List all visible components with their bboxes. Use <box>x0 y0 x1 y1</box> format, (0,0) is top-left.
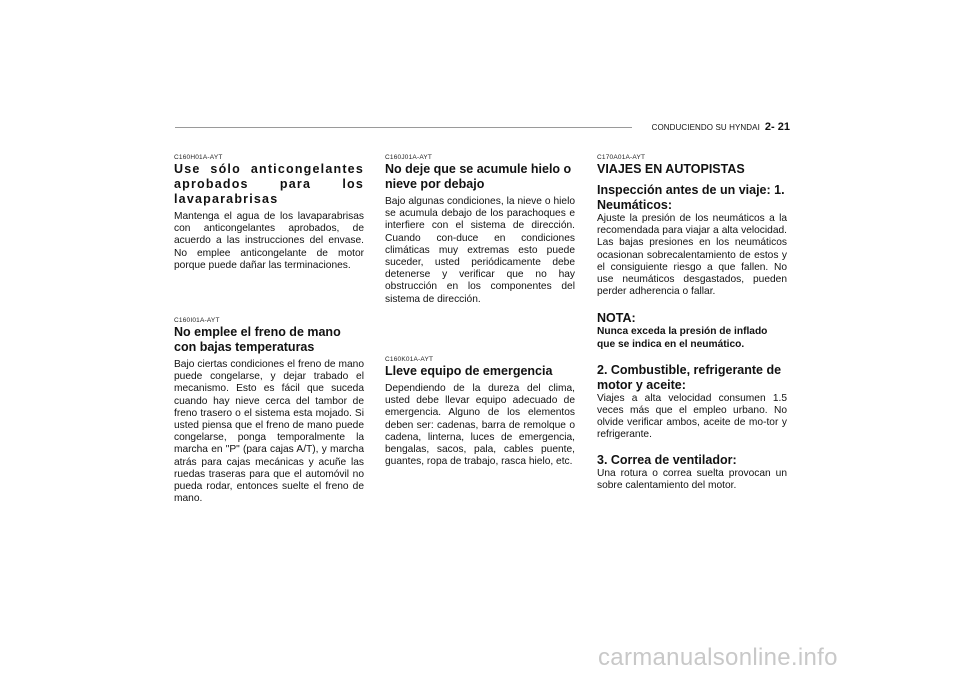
subsection-title-tires: Inspección antes de un viaje: 1. Neumáticos: <box>597 183 785 212</box>
section-title-parking-brake: No emplee el freno de mano con bajas temperaturas <box>174 325 341 354</box>
section-title-ice-snow: No deje que se acumule hielo o nieve por debajo <box>385 162 572 191</box>
section-body-antifreeze: Mantenga el agua de los lavaparabrisas con anticongelantes aprobados, de acuerdo a las instrucciones del envase. No emplee anticongelante de motor porque puede dañar las terminaciones. <box>174 211 364 271</box>
section-code: C160K01A-AYT <box>385 356 434 363</box>
subsection-body-fan-belt: Una rotura o correa suelta provocan un sobre calentamiento del motor. <box>597 467 787 491</box>
section-code: C160H01A-AYT <box>174 154 223 161</box>
section-parking-brake <box>174 317 364 505</box>
section-body-emergency-equipment: Dependiendo de la dureza del clima, usted debe llevar equipo adecuado de emergencia. Alguno de los elementos deben ser: cadenas, barra de remolque o cadena, linterna, luces de emergencia, bengalas, sacos, pala, cables puente, guantes, ropa de trabajo, rasca hielo, etc. <box>385 383 575 468</box>
subsection-title-fluids: 2. Combustible, refrigerante de motor y aceite: <box>597 362 782 392</box>
section-title-highway-travel: VIAJES EN AUTOPISTAS <box>597 162 745 176</box>
subsection-title-fan-belt: 3. Correa de ventilador: <box>597 452 737 467</box>
note-heading: NOTA: <box>597 311 636 326</box>
section-antifreeze <box>174 154 364 272</box>
section-ice-snow <box>385 154 575 306</box>
section-body-parking-brake: Bajo ciertas condiciones el freno de mano puede congelarse, y dejar trabado el mecanismo. Esto es fácil que suceda cuando hay nieve cerca del tambor de freno trasero o el sistema esta mojado. Si usted piensa que el freno de mano puede congelarse, ponga temporalmente la marcha en "P" (para cajas A/T), y marcha atrás para cajas mecánicas y acuñe las ruedas traseras para que el automóvil no pueda rodar, entonces suelte el freno de mano. <box>174 359 364 505</box>
watermark: carmanualsonline.info <box>598 644 838 671</box>
section-code: C170A01A-AYT <box>597 154 646 161</box>
section-highway-travel <box>597 154 787 492</box>
section-title-antifreeze: Use sólo anticongelantes aprobados para los lavaparabrisas <box>174 162 364 206</box>
section-title: CONDUCIENDO SU HYNDAI <box>651 123 760 132</box>
section-emergency-equipment <box>385 356 575 468</box>
section-title-emergency-equipment: Lleve equipo de emergencia <box>385 364 553 378</box>
section-body-ice-snow: Bajo algunas condiciones, la nieve o hielo se acumula debajo de los parachoques e interfiere con el sistema de dirección. Cuando con-duce en condiciones climáticas muy extremas esto puede suceder, usted periódicamente debe detenerse y verificar que no hay obstrucción en los componentes del sistema de dirección. <box>385 196 575 305</box>
header-rule <box>175 127 632 128</box>
page-number: 2- 21 <box>764 121 790 133</box>
page-header <box>650 121 790 133</box>
section-code: C160J01A-AYT <box>385 154 433 161</box>
note-body: Nunca exceda la presión de inflado que se indica en el neumático. <box>597 326 768 350</box>
subsection-body-fluids: Viajes a alta velocidad consumen 1.5 veces más que el empleo urbano. No olvide verificar ambos, aceite de mo-tor y refrigerante. <box>597 392 787 441</box>
subsection-body-tires: Ajuste la presión de los neumáticos a la recomendada para viajar a alta velocidad. Las bajas presiones en los neumáticos ocasionan sobrecalentamiento de estos y el consiguiente riesgo a que fallen. No use neumáticos desgastados, pueden perder adherencia o fallar. <box>597 213 787 298</box>
section-code: C160I01A-AYT <box>174 317 220 324</box>
